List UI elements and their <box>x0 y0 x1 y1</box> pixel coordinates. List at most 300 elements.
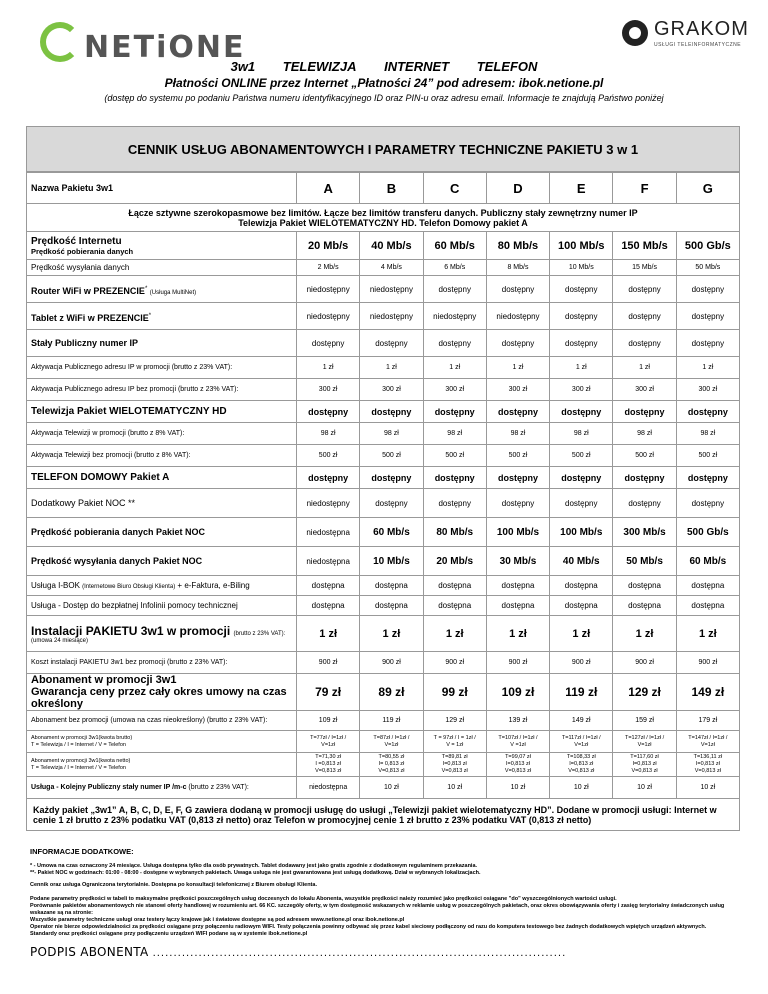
split-netto-e-1: T=108,33 zł <box>566 754 596 760</box>
noc-up-d: 30 Mb/s <box>486 547 549 576</box>
tablet-star: * <box>148 312 152 319</box>
netione-logo-ring-icon <box>40 22 80 62</box>
noc-down-f: 300 Mb/s <box>613 518 676 547</box>
split-netto-f-3: V=0,813 zł <box>631 768 658 774</box>
ip-promo-a: 1 zł <box>297 357 360 379</box>
note-wifi: Operator nie bierze odpowiedzialności za prędkości osiągane przy połączeniu radiowym WIFI. Testy połączenia powinny odbywać się przez kabel sieciowy podłączony od razu do komputera testowego bez żadnych dodatkowych wpiętych urządzeń aktywnych. <box>30 924 707 930</box>
download-g: 500 Gb/s <box>676 232 739 260</box>
install-title: Instalacji PAKIETU 3w1 w promocji <box>31 623 231 638</box>
upload-label: Prędkość wysyłania danych <box>27 260 297 276</box>
tablet-label <box>27 303 297 330</box>
ipm-a: niedostępna <box>297 777 360 799</box>
abo-nopromo-g: 179 zł <box>676 711 739 731</box>
split-netto-g-3: V=0,813 zł <box>694 768 721 774</box>
price-list-title: CENNIK USŁUG ABONAMENTOWYCH I PARAMETRY TECHNICZNE PAKIETU 3 w 1 <box>26 126 740 172</box>
grakom-logo-mark-icon <box>622 20 648 46</box>
tv-promo-b: 98 zł <box>360 423 423 445</box>
split-netto-g-2: I=0,813 zł <box>695 761 720 767</box>
download-e: 100 Mb/s <box>550 232 613 260</box>
abo-nopromo-e: 149 zł <box>550 711 613 731</box>
split-netto-e <box>550 753 613 777</box>
install-label <box>27 616 297 652</box>
note-territory: Cennik oraz usługa Ograniczona terytorialnie. Dostępna po konsultacji telefonicznej z Biurem obsługi Klienta. <box>30 882 317 888</box>
ibok-sub: (Internetowe Biuro Obsługi Klienta) <box>82 584 176 590</box>
abo-label <box>27 674 297 711</box>
install-g: 1 zł <box>676 616 739 652</box>
tablet-a: niedostępny <box>297 303 360 330</box>
download-d: 80 Mb/s <box>486 232 549 260</box>
intro-row <box>27 204 740 232</box>
ipm-vat: (brutto z 23% VAT): <box>188 784 249 791</box>
split-netto-c <box>423 753 486 777</box>
column-d: D <box>486 173 549 204</box>
ip-nopromo-row <box>27 379 740 401</box>
phone-c: dostępny <box>423 467 486 489</box>
noc-e: dostępny <box>550 489 613 518</box>
split-netto-c-2: I=0,813 zł <box>442 761 467 767</box>
ipm-row <box>27 777 740 799</box>
price-table <box>26 172 740 831</box>
abo-d: 109 zł <box>486 674 549 711</box>
split-netto-b-2: I= 0,813 zł <box>378 761 405 767</box>
noc-b: dostępny <box>360 489 423 518</box>
note-testers: Wszystkie parametry techniczne usługi oraz testery łączy krajowe jak i światowe dostępne są pod adresem www.netione.pl oraz ibok.netione.pl <box>30 917 405 923</box>
install-f: 1 zł <box>613 616 676 652</box>
router-g: dostępny <box>676 276 739 303</box>
tv-nopromo-e: 500 zł <box>550 445 613 467</box>
phone-g: dostępny <box>676 467 739 489</box>
split-brutto-row <box>27 731 740 753</box>
abo-b: 89 zł <box>360 674 423 711</box>
install-cost-label: Koszt instalacji PAKIETU 3w1 bez promocji (brutto z 23% VAT): <box>27 652 297 674</box>
infolinia-label: Usługa - Dostęp do bezpłatnej Infolinii pomocy technicznej <box>27 596 297 616</box>
ipm-f: 10 zł <box>613 777 676 799</box>
split-netto-e-2: I=0,813 zł <box>569 761 594 767</box>
infolinia-g: dostępna <box>676 596 739 616</box>
infolinia-d: dostępna <box>486 596 549 616</box>
ibok-d: dostępna <box>486 576 549 596</box>
noc-a: niedostępny <box>297 489 360 518</box>
tv-promo-f: 98 zł <box>613 423 676 445</box>
ip-c: dostępny <box>423 330 486 357</box>
infolinia-c: dostępna <box>423 596 486 616</box>
noc-up-g: 60 Mb/s <box>676 547 739 576</box>
ip-promo-f: 1 zł <box>613 357 676 379</box>
ibok-a: dostępna <box>297 576 360 596</box>
ip-nopromo-a: 300 zł <box>297 379 360 401</box>
ibok-g: dostępna <box>676 576 739 596</box>
split-netto-d-2: I=0,813 zł <box>505 761 530 767</box>
ip-nopromo-c: 300 zł <box>423 379 486 401</box>
tv-a: dostępny <box>297 401 360 423</box>
noc-down-label: Prędkość pobierania danych Pakiet NOC <box>27 518 297 547</box>
additional-notes-2 <box>30 882 738 889</box>
tablet-d: niedostępny <box>486 303 549 330</box>
phone-row <box>27 467 740 489</box>
router-note: (Usługa MultiNet) <box>149 289 197 296</box>
upload-g: 50 Mb/s <box>676 260 739 276</box>
noc-d: dostępny <box>486 489 549 518</box>
tv-promo-g: 98 zł <box>676 423 739 445</box>
phone-f: dostępny <box>613 467 676 489</box>
note-speeds: Podane parametry prędkości w tabeli to maksymalne prędkości poszczególnych usług doczesnych do lokalu Abonenta, wszystkie prędkości należy rozumieć jako prędkości osiągane "do" wyszczególnionych wartości usługi. <box>30 896 617 902</box>
noc-down-row <box>27 518 740 547</box>
upload-row <box>27 260 740 276</box>
phone-a: dostępny <box>297 467 360 489</box>
tv-row <box>27 401 740 423</box>
tv-promo-a: 98 zł <box>297 423 360 445</box>
noc-up-row <box>27 547 740 576</box>
split-netto-legend: T = Telewizja / I = Internet / V = Telefon <box>31 764 126 771</box>
tv-promo-row <box>27 423 740 445</box>
split-netto-f <box>613 753 676 777</box>
split-brutto-b-2: V=1zł <box>384 741 399 748</box>
upload-b: 4 Mb/s <box>360 260 423 276</box>
tablet-f: dostępny <box>613 303 676 330</box>
noc-down-g: 500 Gb/s <box>676 518 739 547</box>
split-netto-d <box>486 753 549 777</box>
ibok-row <box>27 576 740 596</box>
column-b: B <box>360 173 423 204</box>
tv-nopromo-row <box>27 445 740 467</box>
noc-label: Dodatkowy Pakiet NOC ** <box>27 489 297 518</box>
tv-nopromo-c: 500 zł <box>423 445 486 467</box>
ipm-label <box>27 777 297 799</box>
abo-g: 149 zł <box>676 674 739 711</box>
infolinia-row <box>27 596 740 616</box>
split-netto-label <box>27 753 297 777</box>
tv-nopromo-g: 500 zł <box>676 445 739 467</box>
tablet-b: niedostępny <box>360 303 423 330</box>
split-brutto-f-1: T=127zł / I=1zł / <box>624 734 665 741</box>
ipm-c: 10 zł <box>423 777 486 799</box>
ipm-b: 10 zł <box>360 777 423 799</box>
ip-e: dostępny <box>550 330 613 357</box>
abo-nopromo-d: 139 zł <box>486 711 549 731</box>
split-brutto-title: Abonament w promocji 3w1(kwota brutto) <box>31 734 133 741</box>
abo-c: 99 zł <box>423 674 486 711</box>
ipm-title: Usługa - Kolejny Publiczny stały numer IP /m-c <box>31 784 187 791</box>
ipm-e: 10 zł <box>550 777 613 799</box>
download-a: 20 Mb/s <box>297 232 360 260</box>
payments-line: Płatności ONLINE przez Internet „Płatności 24” pod adresem: ibok.netione.pl <box>164 76 604 90</box>
tv-nopromo-d: 500 zł <box>486 445 549 467</box>
ipm-g: 10 zł <box>676 777 739 799</box>
ibok-e: dostępna <box>550 576 613 596</box>
download-c: 60 Mb/s <box>423 232 486 260</box>
additional-notes-1 <box>30 863 738 877</box>
tv-nopromo-b: 500 zł <box>360 445 423 467</box>
tablet-title: Tablet z WiFi w PREZENCIE <box>31 312 149 323</box>
ip-promo-e: 1 zł <box>550 357 613 379</box>
install-cost-f: 900 zł <box>613 652 676 674</box>
signature-line[interactable]: ................................................................................................... <box>152 948 567 959</box>
ip-promo-d: 1 zł <box>486 357 549 379</box>
ip-nopromo-e: 300 zł <box>550 379 613 401</box>
services-line <box>0 59 768 74</box>
split-netto-title: Abonament w promocji 3w1(kwota netto) <box>31 757 131 764</box>
abo-e: 119 zł <box>550 674 613 711</box>
split-brutto-d <box>486 731 549 753</box>
ip-a: dostępny <box>297 330 360 357</box>
tv-g: dostępny <box>676 401 739 423</box>
note-offer: Porównanie pakietów abonamentowych nie stanowi oferty handlowej w rozumieniu art. 66 KC. szczegóły oferty, w tym dostępność wskazanych w reklamie usług w poszczególnych pakietach, oraz okres obowiązywania oferty i zasięg terytorialny świadczonych usług wskazane są na stronie: <box>30 903 725 916</box>
column-a: A <box>297 173 360 204</box>
router-a: niedostępny <box>297 276 360 303</box>
router-row <box>27 276 740 303</box>
router-b: niedostępny <box>360 276 423 303</box>
install-cost-b: 900 zł <box>360 652 423 674</box>
tv-label: Telewizja Pakiet WIELOTEMATYCZNY HD <box>27 401 297 423</box>
split-netto-d-1: T=99,07 zł <box>505 754 531 760</box>
noc-f: dostępny <box>613 489 676 518</box>
ibok-label <box>27 576 297 596</box>
access-note: (dostęp do systemu po podaniu Państwa numeru identyfikacyjnego ID oraz PIN-u oraz adresu email. Informacje te znajdują Państwo poniżej <box>104 93 664 103</box>
signature-label: PODPIS ABONENTA <box>30 945 149 959</box>
install-d: 1 zł <box>486 616 549 652</box>
tv-promo-d: 98 zł <box>486 423 549 445</box>
split-brutto-e <box>550 731 613 753</box>
tablet-c: niedostępny <box>423 303 486 330</box>
split-brutto-c <box>423 731 486 753</box>
ip-promo-g: 1 zł <box>676 357 739 379</box>
split-netto-g <box>676 753 739 777</box>
split-brutto-d-1: T=107zł / I=1zł / <box>498 734 538 741</box>
column-f: F <box>613 173 676 204</box>
split-brutto-g <box>676 731 739 753</box>
bottom-info: Każdy pakiet „3w1” A, B, C, D, E, F, G zawiera dodaną w promocji usługę do usługi „Telewizji pakiet wielotematyczny HD”. Dodane w promocji usługi: Internet w cenie 1 zł brutto z 23% podatku VAT (0,813 zł netto) oraz Telefon w promocyjnej cenie 1 zł brutto z 23% podatku VAT (0,813 zł netto) <box>27 799 740 831</box>
split-netto-a-1: T=71,30 zł <box>315 754 342 760</box>
tv-nopromo-label: Aktywacja Telewizji bez promocji (brutto z 8% VAT): <box>27 445 297 467</box>
split-brutto-f-2: V=1zł <box>637 741 652 748</box>
ip-g: dostępny <box>676 330 739 357</box>
noc-down-a: niedostępna <box>297 518 360 547</box>
abo-title: Abonament w promocji 3w1 <box>31 674 177 686</box>
phone-d: dostępny <box>486 467 549 489</box>
split-brutto-g-1: T=147zł / I=1zł / <box>688 734 728 741</box>
ip-b: dostępny <box>360 330 423 357</box>
split-brutto-b-1: T=87zł / I=1zł / <box>373 734 410 741</box>
abo-sub: Gwarancja ceny przez cały okres umowy na czas określony <box>31 686 287 710</box>
ibok-c: dostępna <box>423 576 486 596</box>
tv-d: dostępny <box>486 401 549 423</box>
infolinia-e: dostępna <box>550 596 613 616</box>
noc-up-a: niedostępna <box>297 547 360 576</box>
noc-up-e: 40 Mb/s <box>550 547 613 576</box>
tv-b: dostępny <box>360 401 423 423</box>
split-brutto-label <box>27 731 297 753</box>
split-netto-d-3: V=0,813 zł <box>504 768 532 774</box>
download-row <box>27 232 740 260</box>
install-b: 1 zł <box>360 616 423 652</box>
infolinia-a: dostępna <box>297 596 360 616</box>
install-cost-a: 900 zł <box>297 652 360 674</box>
ip-nopromo-d: 300 zł <box>486 379 549 401</box>
router-c: dostępny <box>423 276 486 303</box>
additional-notes-3 <box>30 896 738 938</box>
service-3w1: 3w1 <box>230 59 256 74</box>
split-netto-g-1: T=136,11 zł <box>693 754 723 760</box>
split-netto-f-1: T=117,60 zł <box>630 754 659 760</box>
noc-g: dostępny <box>676 489 739 518</box>
split-brutto-a <box>297 731 360 753</box>
additional-info-heading: INFORMACJE DODATKOWE: <box>30 847 134 856</box>
split-brutto-a-1: T=77zł / I=1zł / <box>310 734 347 741</box>
noc-up-b: 10 Mb/s <box>360 547 423 576</box>
router-d: dostępny <box>486 276 549 303</box>
tv-promo-label: Aktywacja Telewizji w promocji (brutto z 8% VAT): <box>27 423 297 445</box>
install-cost-c: 900 zł <box>423 652 486 674</box>
upload-a: 2 Mb/s <box>297 260 360 276</box>
ip-f: dostępny <box>613 330 676 357</box>
split-brutto-c-1: T = 97zł / I = 1zł / <box>433 734 476 741</box>
ip-nopromo-label: Aktywacja Publicznego adresu IP bez promocji (brutto z 23% VAT): <box>27 379 297 401</box>
install-cost-row <box>27 652 740 674</box>
speed-label <box>27 232 297 260</box>
note-star: * - Umowa na czas oznaczony 24 miesiące. Usługa dostępna tylko dla osób prywatnych. Tablet dodawany jest jako gratis zgodnie z dodatkowym regulaminem przekazania. <box>30 863 478 869</box>
noc-down-e: 100 Mb/s <box>550 518 613 547</box>
upload-d: 8 Mb/s <box>486 260 549 276</box>
abo-a: 79 zł <box>297 674 360 711</box>
noc-c: dostępny <box>423 489 486 518</box>
noc-up-label: Prędkość wysyłania danych Pakiet NOC <box>27 547 297 576</box>
split-brutto-d-2: V =1zł <box>510 741 526 748</box>
bottom-info-row <box>27 799 740 831</box>
tv-f: dostępny <box>613 401 676 423</box>
upload-e: 10 Mb/s <box>550 260 613 276</box>
abo-nopromo-label: Abonament bez promocji (umowa na czas nieokreślony) (brutto z 23% VAT): <box>27 711 297 731</box>
noc-down-b: 60 Mb/s <box>360 518 423 547</box>
ip-d: dostępny <box>486 330 549 357</box>
noc-down-d: 100 Mb/s <box>486 518 549 547</box>
service-phone: TELEFON <box>476 59 538 74</box>
install-vat: (brutto z 23% VAT): <box>233 630 286 637</box>
note-double-star: **- Pakiet NOC w godzinach: 01:00 - 08:00 - dostępne w wybranych pakietach. Uwaga usługa nie jest gwarantowana jest usługą dodatkową. Dział w wybranych lokalizacjach. <box>30 870 481 876</box>
column-e: E <box>550 173 613 204</box>
split-netto-e-3: V=0,813 zł <box>568 768 595 774</box>
ibok-extra: + e-Faktura, e-Biling <box>177 581 250 590</box>
ip-promo-b: 1 zł <box>360 357 423 379</box>
phone-label: TELEFON DOMOWY Pakiet A <box>27 467 297 489</box>
tv-nopromo-f: 500 zł <box>613 445 676 467</box>
split-brutto-legend: T = Telewizja / I = Internet / V = Telefon <box>31 741 126 748</box>
noc-up-c: 20 Mb/s <box>423 547 486 576</box>
install-cost-e: 900 zł <box>550 652 613 674</box>
speed-subtitle: Prędkość pobierania danych <box>31 246 134 256</box>
split-brutto-f <box>613 731 676 753</box>
install-row <box>27 616 740 652</box>
speed-title: Prędkość Internetu <box>31 235 122 247</box>
intro-text <box>27 204 740 232</box>
tv-e: dostępny <box>550 401 613 423</box>
router-f: dostępny <box>613 276 676 303</box>
service-internet: INTERNET <box>384 59 450 74</box>
grakom-logo-text: GRAKOM <box>654 18 749 40</box>
phone-e: dostępny <box>550 467 613 489</box>
package-header-row <box>27 173 740 204</box>
split-brutto-c-2: V = 1zł <box>446 741 464 748</box>
ip-promo-row <box>27 357 740 379</box>
split-netto-a-3: V=0,813 zł <box>315 768 342 774</box>
split-brutto-b <box>360 731 423 753</box>
ip-nopromo-g: 300 zł <box>676 379 739 401</box>
ip-promo-c: 1 zł <box>423 357 486 379</box>
ip-nopromo-b: 300 zł <box>360 379 423 401</box>
tv-c: dostępny <box>423 401 486 423</box>
split-brutto-e-2: V=1zł <box>574 741 589 748</box>
install-sub: (umowa 24 miesiące) <box>31 637 89 644</box>
tablet-row <box>27 303 740 330</box>
router-label <box>27 276 297 303</box>
split-netto-c-3: V=0,813 zł <box>441 768 468 774</box>
split-netto-a-2: I =0,813 zł <box>315 761 341 767</box>
split-netto-b-1: T=80,55 zł <box>378 754 405 760</box>
ibok-title: Usługa I-BOK <box>31 581 80 590</box>
install-cost-d: 900 zł <box>486 652 549 674</box>
download-f: 150 Mb/s <box>613 232 676 260</box>
phone-b: dostępny <box>360 467 423 489</box>
service-tv: TELEWIZJA <box>282 59 357 74</box>
split-netto-c-1: T=89,81 zł <box>441 754 468 760</box>
abo-f: 129 zł <box>613 674 676 711</box>
abo-nopromo-f: 159 zł <box>613 711 676 731</box>
grakom-logo <box>622 18 762 58</box>
column-g: G <box>676 173 739 204</box>
split-netto-f-2: I=0,813 zł <box>632 761 657 767</box>
upload-f: 15 Mb/s <box>613 260 676 276</box>
split-brutto-g-2: V=1zł <box>700 741 715 748</box>
ibok-b: dostępna <box>360 576 423 596</box>
tablet-g: dostępny <box>676 303 739 330</box>
noc-up-f: 50 Mb/s <box>613 547 676 576</box>
intro-line-2: Telewizja Pakiet WIELOTEMATYCZNY HD. Telefon Domowy pakiet A <box>238 217 528 228</box>
package-label: Nazwa Pakietu 3w1 <box>27 173 297 204</box>
ip-promo-label: Aktywacja Publicznego adresu IP w promocji (brutto z 23% VAT): <box>27 357 297 379</box>
router-title: Router WiFi w PREZENCIE <box>31 285 145 296</box>
abo-row <box>27 674 740 711</box>
split-brutto-e-1: T=117zł / I=1zł / <box>561 734 601 741</box>
split-netto-b <box>360 753 423 777</box>
ip-nopromo-f: 300 zł <box>613 379 676 401</box>
noc-row <box>27 489 740 518</box>
split-netto-b-3: V=0,813 zł <box>378 768 405 774</box>
download-b: 40 Mb/s <box>360 232 423 260</box>
abo-nopromo-b: 119 zł <box>360 711 423 731</box>
intro-line-1: Łącze sztywne szerokopasmowe bez limitów. Łącze bez limitów transferu danych. Publiczny stały zewnętrzny numer IP <box>128 207 638 218</box>
tablet-e: dostępny <box>550 303 613 330</box>
column-c: C <box>423 173 486 204</box>
install-cost-g: 900 zł <box>676 652 739 674</box>
noc-down-c: 80 Mb/s <box>423 518 486 547</box>
infolinia-b: dostępna <box>360 596 423 616</box>
signature-area <box>30 945 566 959</box>
note-standards: Standardy oraz prędkości osiągane przy podłączeniu urządzeń WIFI podane są w systemie ibok.netione.pl <box>30 931 308 937</box>
install-e: 1 zł <box>550 616 613 652</box>
router-star: * <box>144 285 148 292</box>
install-a: 1 zł <box>297 616 360 652</box>
split-brutto-a-2: V=1zł <box>321 741 336 748</box>
tv-promo-c: 98 zł <box>423 423 486 445</box>
ip-label: Stały Publiczny numer IP <box>27 330 297 357</box>
infolinia-f: dostępna <box>613 596 676 616</box>
ip-row <box>27 330 740 357</box>
abo-nopromo-a: 109 zł <box>297 711 360 731</box>
split-netto-a <box>297 753 360 777</box>
abo-nopromo-c: 129 zł <box>423 711 486 731</box>
ipm-d: 10 zł <box>486 777 549 799</box>
abo-nopromo-row <box>27 711 740 731</box>
netione-logo-text: NETiONE <box>84 30 246 65</box>
